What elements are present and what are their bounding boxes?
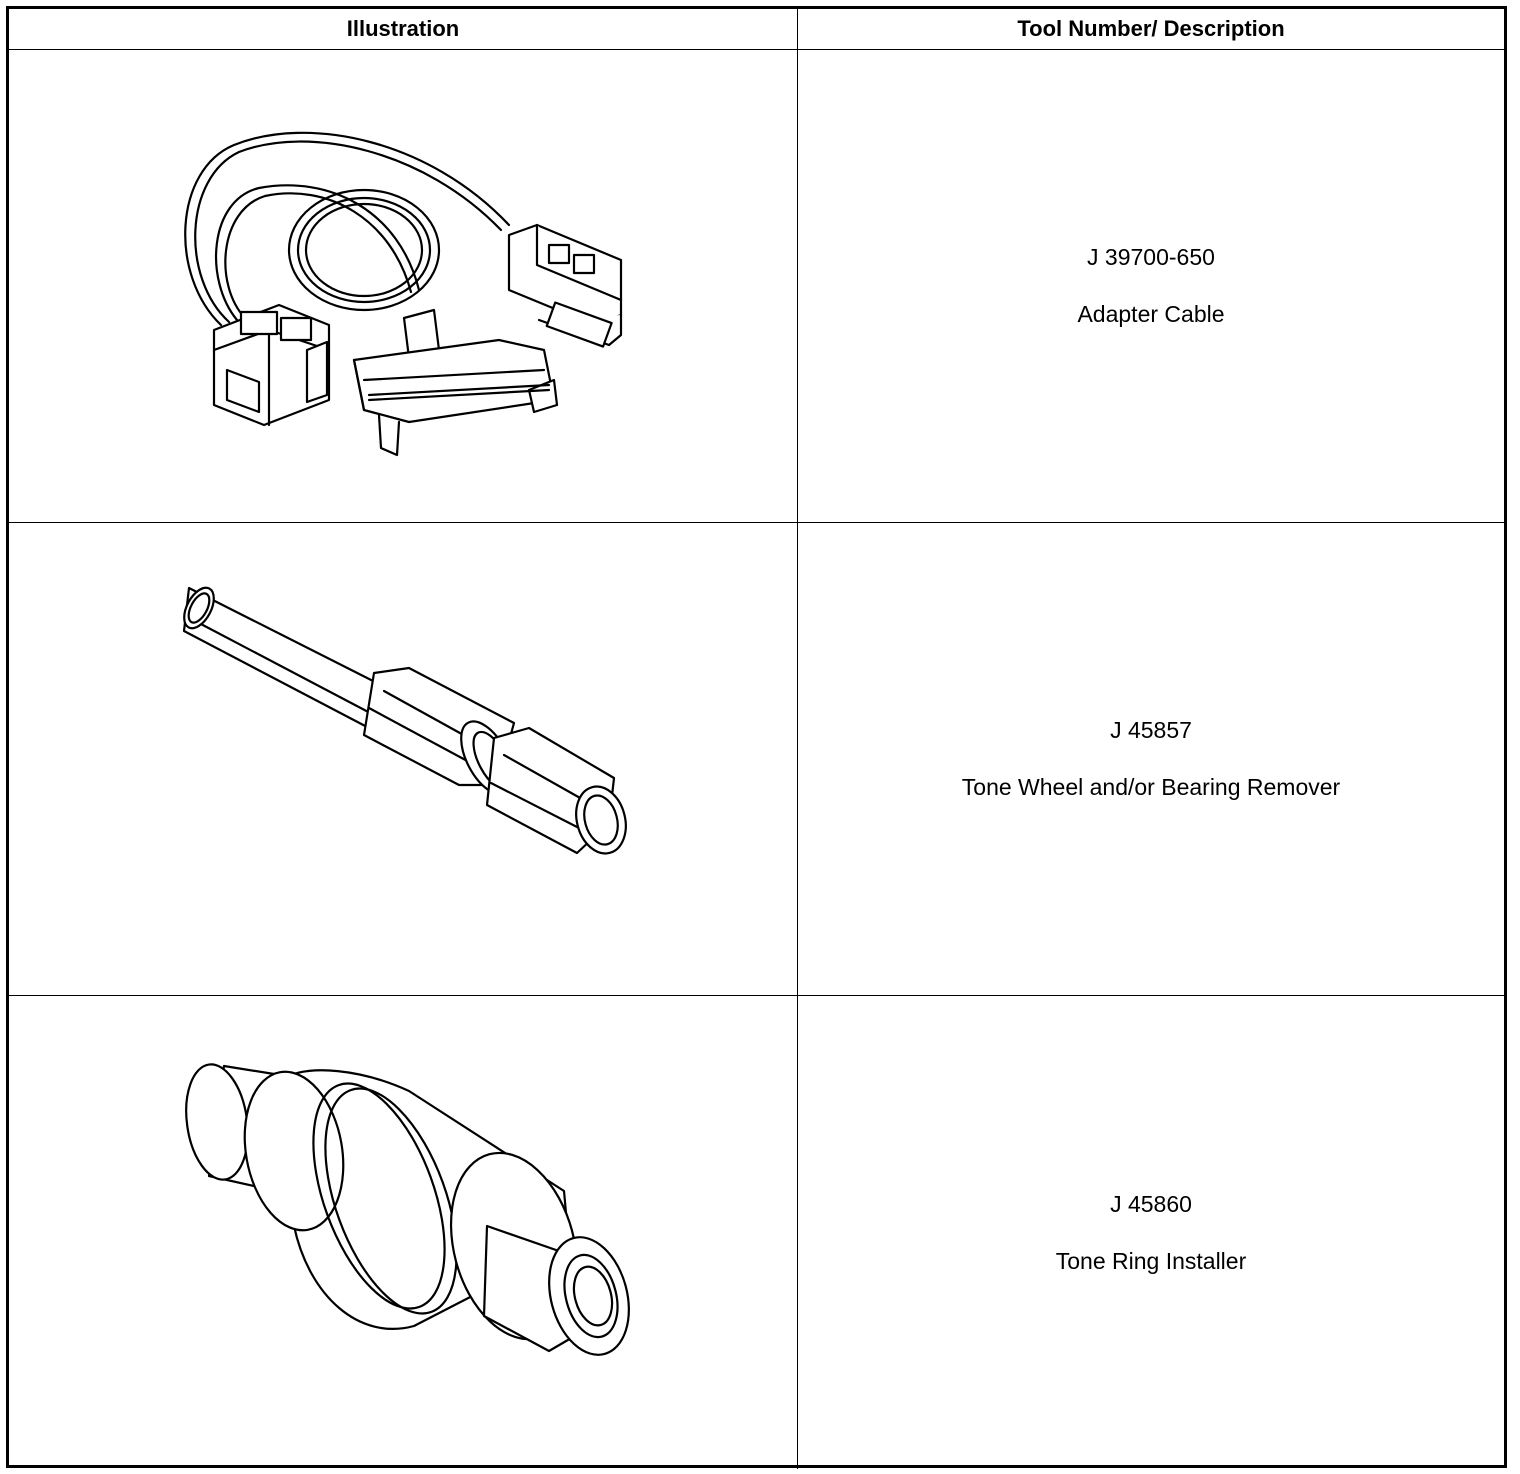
tool-number: J 45860	[1110, 1190, 1192, 1217]
tool-number: J 45857	[1110, 717, 1192, 743]
tool-description: Adapter Cable	[1077, 301, 1225, 327]
table-row-1-description	[798, 50, 1504, 523]
illustration-column-header	[9, 9, 798, 50]
table-row-1-illustration	[9, 50, 798, 523]
table-row-2-description	[798, 523, 1504, 996]
table-row-2-illustration	[9, 523, 798, 996]
essential-tools-table	[6, 6, 1507, 1468]
tool-description: Tone Wheel and/or Bearing Remover	[961, 774, 1341, 800]
adapter-cable-icon	[9, 50, 798, 523]
illustration-header-label: Illustration	[346, 16, 460, 41]
tool-number: J 39700-650	[1087, 244, 1215, 270]
table-row-3-illustration	[9, 996, 798, 1469]
tool-header-label: Tool Number/ Description	[1017, 16, 1285, 41]
tool-description: Tone Ring Installer	[1055, 1247, 1247, 1274]
table-row-3-description	[798, 996, 1504, 1469]
tool-column-header	[798, 9, 1504, 50]
tone-ring-installer-icon	[9, 996, 798, 1469]
bearing-remover-icon	[9, 523, 798, 996]
